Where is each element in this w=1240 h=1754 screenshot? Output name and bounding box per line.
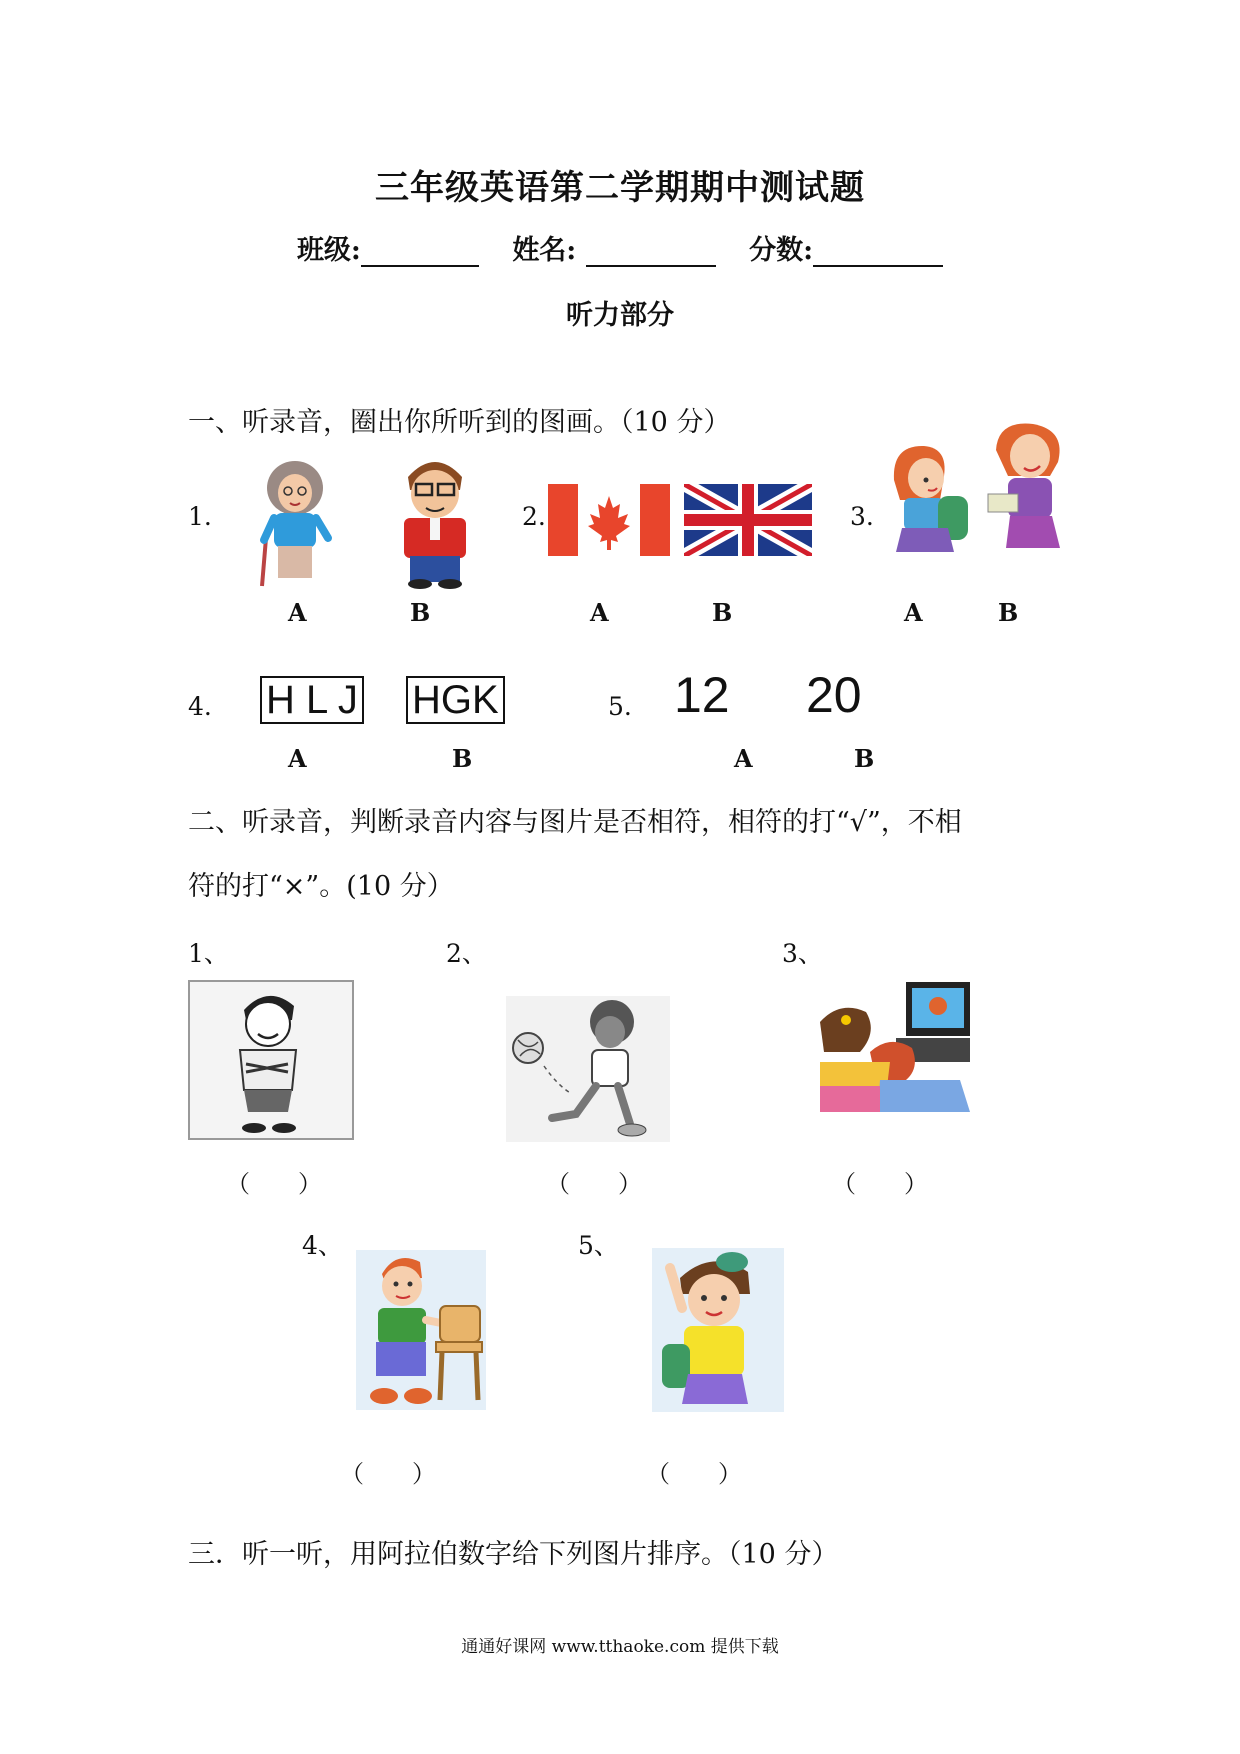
- class-field: [297, 228, 479, 267]
- s1-item5-label-a: A: [734, 744, 753, 773]
- section2-heading-line2: 符的打“×”。(10 分）: [188, 871, 454, 902]
- s2-item2-number: 2、: [446, 939, 487, 968]
- name-field: [512, 228, 715, 267]
- man-with-glasses-icon[interactable]: [390, 452, 480, 590]
- s1-item2-label-a: A: [590, 598, 609, 627]
- score-blank[interactable]: [813, 239, 943, 267]
- name-label: 姓名:: [512, 235, 577, 266]
- s1-item3-label-a: A: [904, 598, 923, 627]
- s2-item5-number: 5、: [578, 1231, 619, 1260]
- page-title: 三年级英语第二学期期中测试题: [375, 168, 865, 208]
- boy-playing-ball-icon[interactable]: [506, 996, 670, 1142]
- s1-item3-label-b: B: [998, 598, 1019, 627]
- canada-flag-icon[interactable]: [548, 484, 670, 556]
- s2-item1-number: 1、: [188, 939, 229, 968]
- section-subtitle: 听力部分: [566, 300, 674, 331]
- s1-item2-label-b: B: [712, 598, 733, 627]
- s1-item1-label-a: A: [288, 598, 307, 627]
- s2-item1-answer[interactable]: （ ）: [226, 1170, 322, 1198]
- score-field: [749, 228, 943, 267]
- s2-item2-answer[interactable]: （ ）: [546, 1170, 642, 1198]
- s2-item3-number: 3、: [782, 939, 823, 968]
- boy-with-chair-icon[interactable]: [356, 1250, 486, 1410]
- letters-hlj-box[interactable]: H L J: [260, 676, 364, 724]
- class-blank[interactable]: [361, 239, 479, 267]
- section2-heading-line1: 二、听录音，判断录音内容与图片是否相符，相符的打“√”，不相: [188, 807, 962, 838]
- s1-item2-number: 2.: [522, 502, 546, 531]
- boy-standing-icon[interactable]: [188, 980, 354, 1140]
- name-blank[interactable]: [586, 239, 716, 267]
- number-20[interactable]: 20: [806, 667, 862, 723]
- grandma-icon[interactable]: [250, 458, 340, 588]
- footer-credit: 通通好课网 www.tthaoke.com 提供下载: [461, 1637, 779, 1657]
- s1-item5-label-b: B: [854, 744, 875, 773]
- letters-hgk-box[interactable]: HGK: [406, 676, 505, 724]
- s2-item4-number: 4、: [302, 1231, 343, 1260]
- section1-heading: 一、听录音，圈出你所听到的图画。（10 分）: [188, 407, 731, 438]
- girl-with-backpack-icon[interactable]: [882, 440, 974, 558]
- s1-item5-number: 5.: [608, 692, 632, 721]
- student-info-row: [0, 228, 1240, 267]
- s2-item5-answer[interactable]: （ ）: [646, 1460, 742, 1488]
- girls-watching-tv-icon[interactable]: [820, 982, 970, 1112]
- s1-item1-label-b: B: [410, 598, 431, 627]
- s1-item1-number: 1.: [188, 502, 212, 531]
- s1-item4-number: 4.: [188, 692, 212, 721]
- score-label: 分数:: [749, 235, 814, 266]
- class-label: 班级:: [296, 235, 361, 266]
- s1-item4-label-b: B: [452, 744, 473, 773]
- section3-heading: 三．听一听，用阿拉伯数字给下列图片排序。（10 分）: [188, 1539, 839, 1570]
- s2-item4-answer[interactable]: （ ）: [340, 1460, 436, 1488]
- number-12[interactable]: 12: [674, 667, 730, 723]
- s1-item4-label-a: A: [288, 744, 307, 773]
- woman-teacher-icon[interactable]: [978, 420, 1078, 552]
- s2-item3-answer[interactable]: （ ）: [832, 1170, 928, 1198]
- uk-flag-icon[interactable]: [684, 484, 812, 556]
- s1-item3-number: 3.: [850, 502, 874, 531]
- girl-waving-icon[interactable]: [652, 1248, 784, 1412]
